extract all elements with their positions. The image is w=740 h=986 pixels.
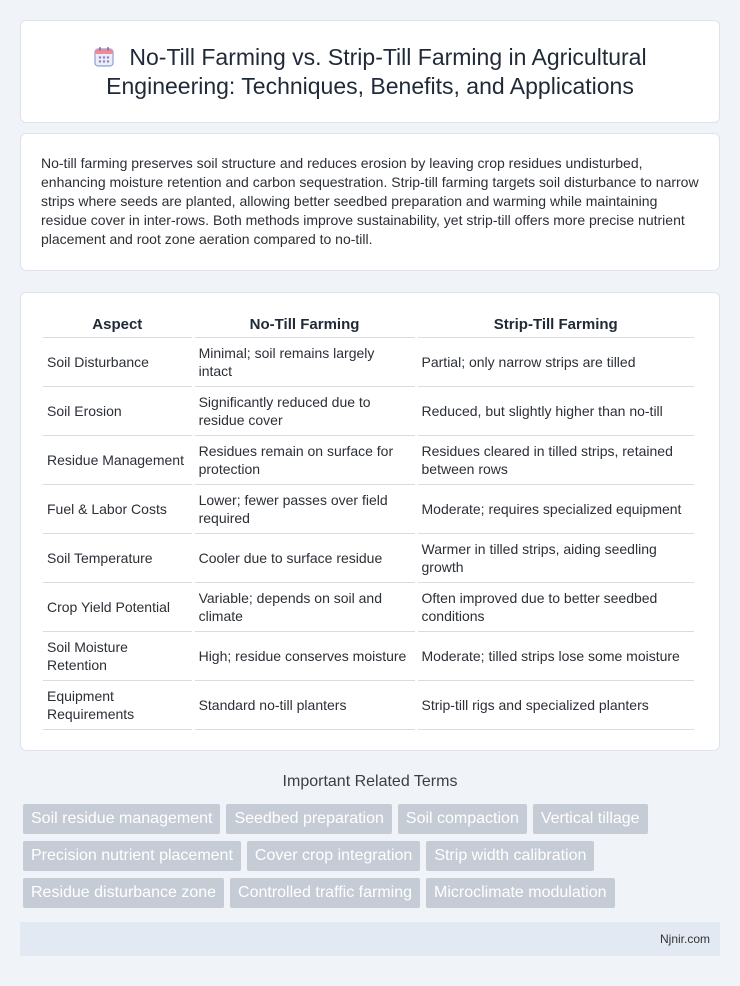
aspect-cell: Soil Temperature: [43, 534, 192, 583]
related-terms-tags: [20, 804, 720, 908]
strip-till-cell: Moderate; requires specialized equipment: [418, 485, 694, 534]
strip-till-cell: Warmer in tilled strips, aiding seedling growth: [418, 534, 694, 583]
header-strip-till: Strip-Till Farming: [418, 313, 694, 338]
related-term-tag[interactable]: Soil residue management: [23, 804, 220, 834]
aspect-cell: Soil Disturbance: [43, 338, 192, 387]
no-till-cell: Significantly reduced due to residue cover: [195, 387, 415, 436]
strip-till-cell: Reduced, but slightly higher than no-till: [418, 387, 694, 436]
comparison-table: [40, 313, 697, 730]
related-terms-title: Important Related Terms: [282, 773, 458, 790]
table-row: [43, 485, 694, 534]
related-term-tag[interactable]: Controlled traffic farming: [230, 878, 420, 908]
table-row: [43, 632, 694, 681]
header-aspect: Aspect: [43, 313, 192, 338]
strip-till-cell: Residues cleared in tilled strips, retained between rows: [418, 436, 694, 485]
related-term-tag[interactable]: Microclimate modulation: [426, 878, 615, 908]
related-terms-section: [20, 772, 720, 908]
related-term-tag[interactable]: Cover crop integration: [247, 841, 420, 871]
table-row: [43, 534, 694, 583]
strip-till-cell: Partial; only narrow strips are tilled: [418, 338, 694, 387]
related-term-tag[interactable]: Soil compaction: [398, 804, 527, 834]
table-row: [43, 681, 694, 730]
no-till-cell: Standard no-till planters: [195, 681, 415, 730]
page-title: [49, 43, 691, 101]
strip-till-cell: Often improved due to better seedbed conditions: [418, 583, 694, 632]
no-till-cell: Minimal; soil remains largely intact: [195, 338, 415, 387]
strip-till-cell: Strip-till rigs and specialized planters: [418, 681, 694, 730]
strip-till-cell: Moderate; tilled strips lose some moisture: [418, 632, 694, 681]
no-till-cell: Lower; fewer passes over field required: [195, 485, 415, 534]
page-title-text: No-Till Farming vs. Strip-Till Farming in Agricultural Engineering: Techniques, Benefits, and Applications: [106, 43, 647, 99]
no-till-cell: Cooler due to surface residue: [195, 534, 415, 583]
related-term-tag[interactable]: Seedbed preparation: [226, 804, 391, 834]
aspect-cell: Residue Management: [43, 436, 192, 485]
related-term-tag[interactable]: Precision nutrient placement: [23, 841, 241, 871]
footer: [20, 922, 720, 956]
aspect-cell: Fuel & Labor Costs: [43, 485, 192, 534]
no-till-cell: Variable; depends on soil and climate: [195, 583, 415, 632]
title-card: [20, 20, 720, 123]
table-row: [43, 338, 694, 387]
related-term-tag[interactable]: Strip width calibration: [426, 841, 594, 871]
calendar-icon: [93, 46, 115, 68]
table-header-row: [43, 313, 694, 338]
no-till-cell: High; residue conserves moisture: [195, 632, 415, 681]
table-row: [43, 583, 694, 632]
footer-site[interactable]: Njnir.com: [659, 932, 710, 946]
aspect-cell: Soil Moisture Retention: [43, 632, 192, 681]
no-till-cell: Residues remain on surface for protection: [195, 436, 415, 485]
summary-text: No-till farming preserves soil structure and reduces erosion by leaving crop residues undisturbed, enhancing moisture retention and carbon sequestration. Strip-till farming targets soil disturbance to narrow strips where seeds are planted, allowing better seedbed preparation and warming while maintaining residue cover in inter-rows. Both methods improve sustainability, yet strip-till offers more precise nutrient placement and root zone aeration compared to no-till.: [41, 155, 699, 247]
table-row: [43, 436, 694, 485]
related-term-tag[interactable]: Vertical tillage: [533, 804, 648, 834]
aspect-cell: Crop Yield Potential: [43, 583, 192, 632]
aspect-cell: Equipment Requirements: [43, 681, 192, 730]
table-row: [43, 387, 694, 436]
comparison-table-card: [20, 292, 720, 751]
summary-card: [20, 133, 720, 271]
related-term-tag[interactable]: Residue disturbance zone: [23, 878, 224, 908]
header-no-till: No-Till Farming: [195, 313, 415, 338]
aspect-cell: Soil Erosion: [43, 387, 192, 436]
